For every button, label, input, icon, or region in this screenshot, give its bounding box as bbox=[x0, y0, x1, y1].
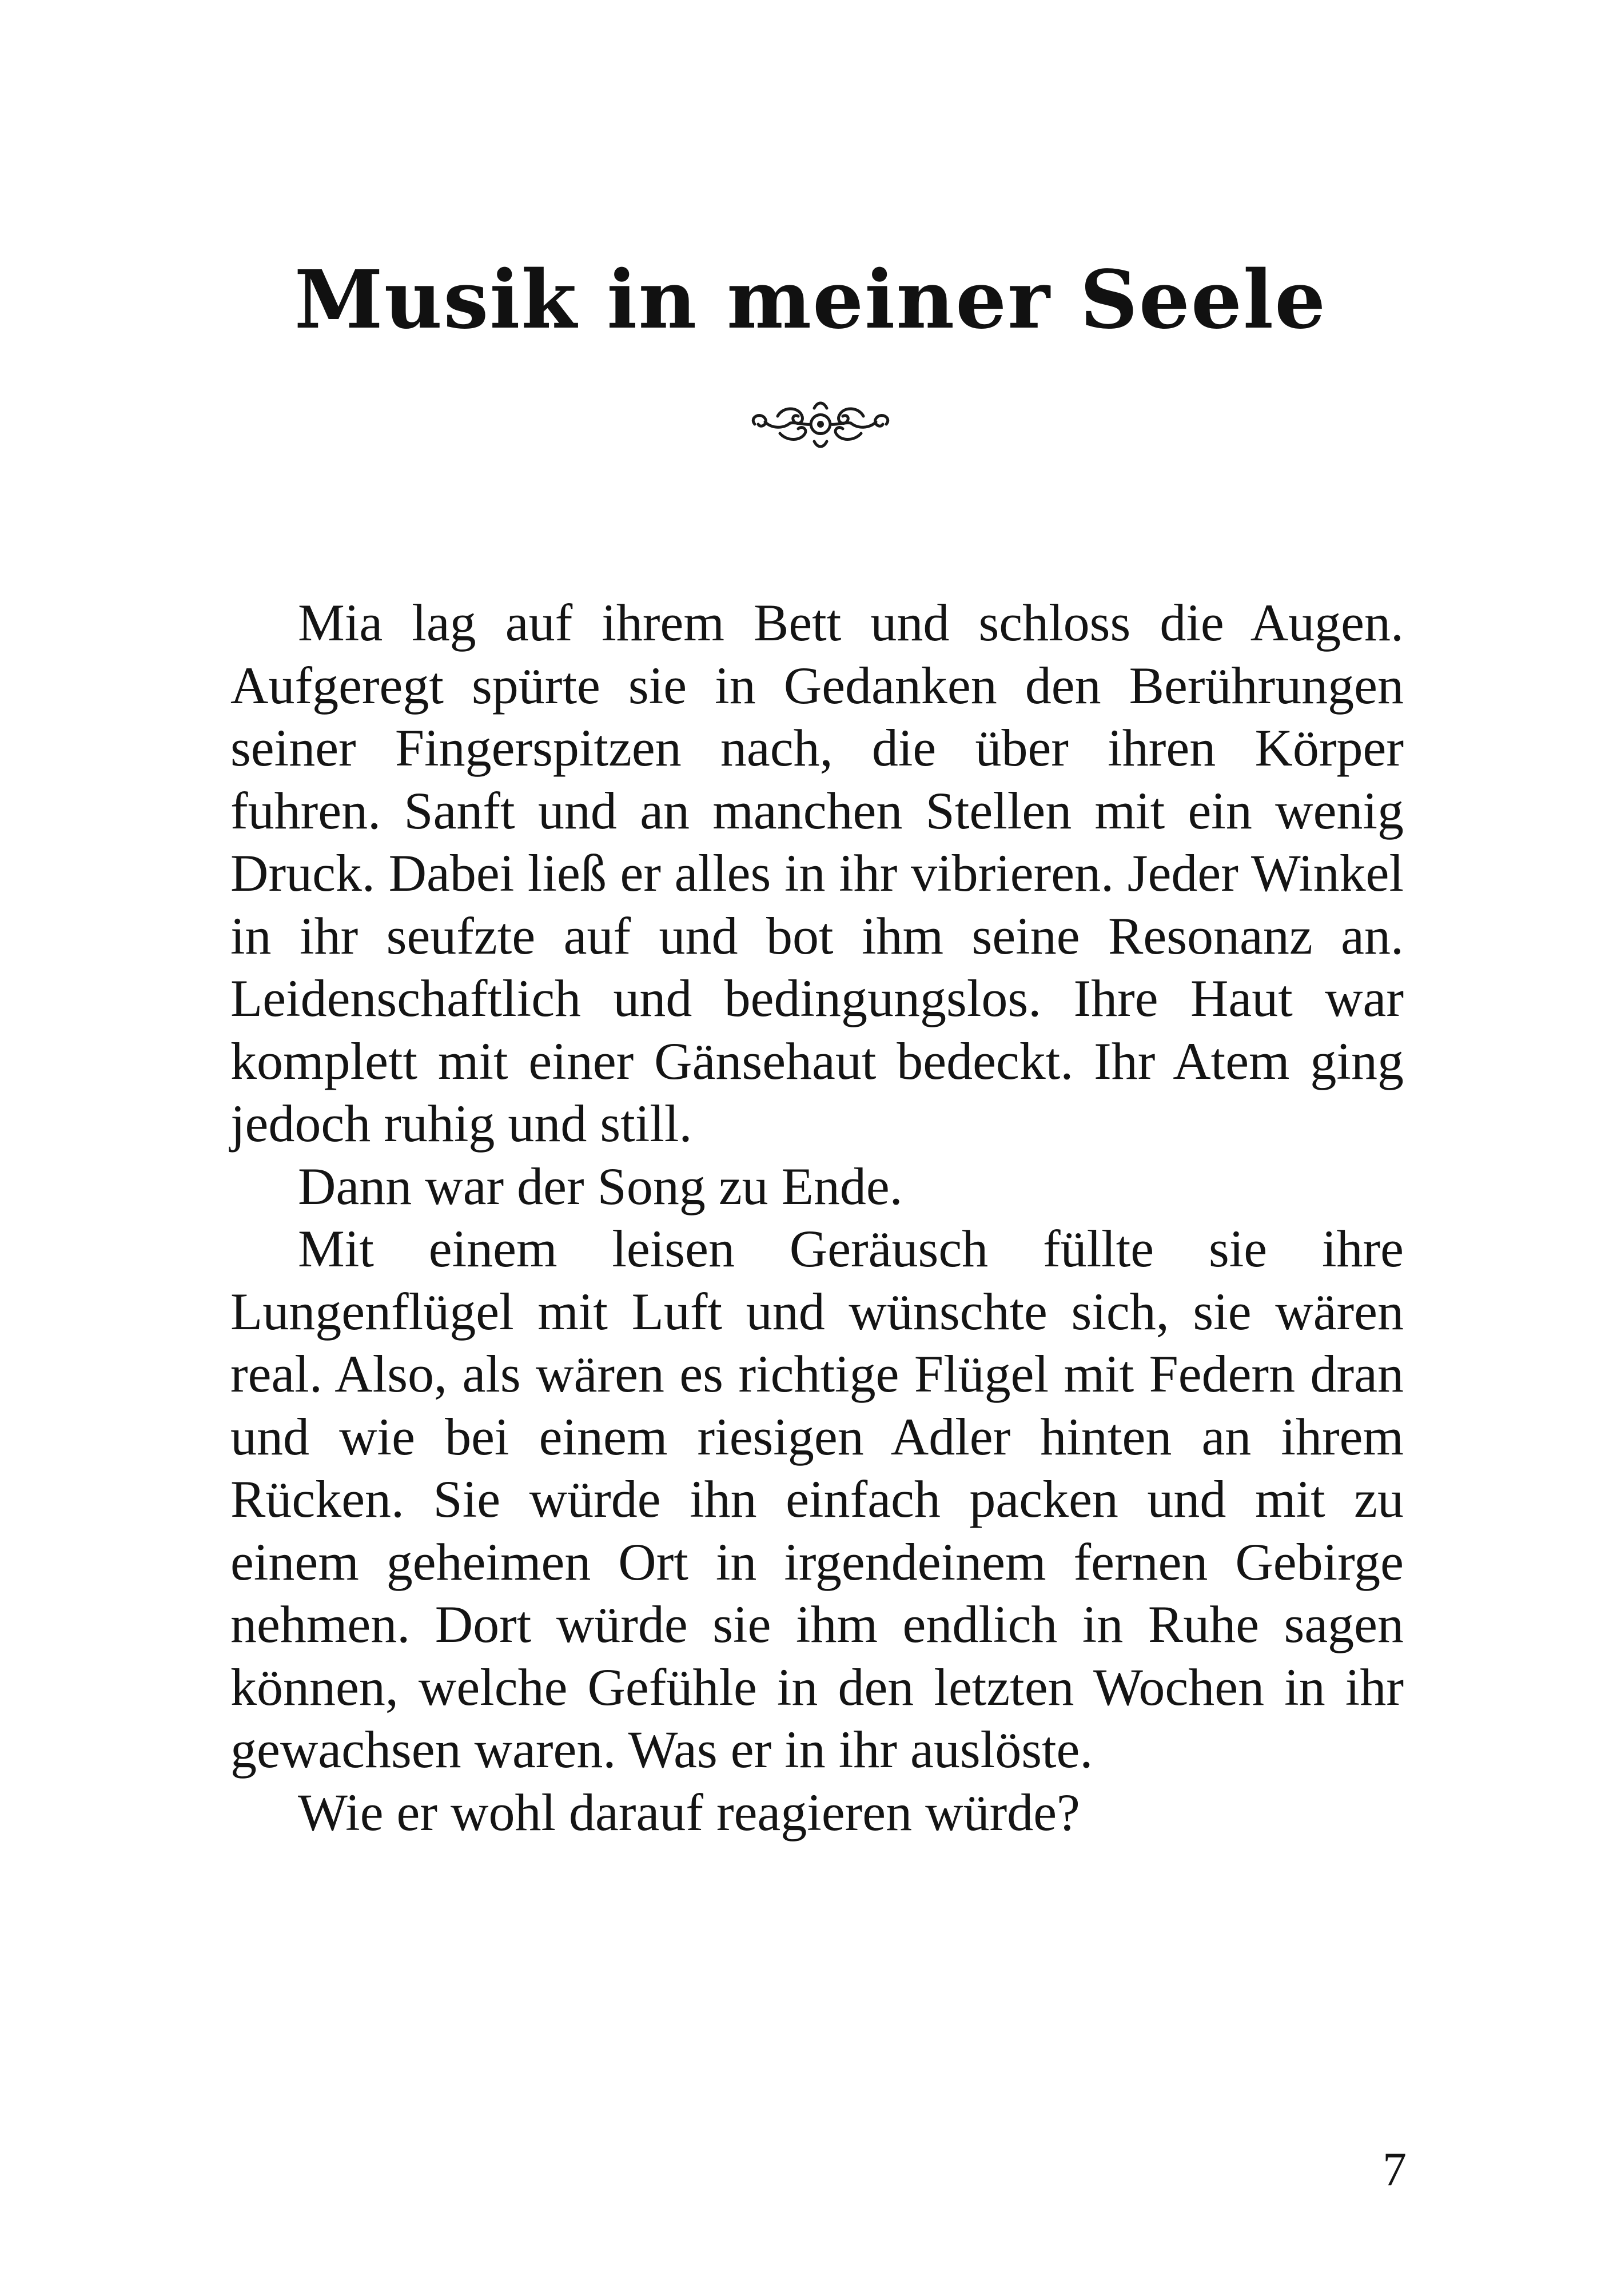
paragraph: Dann war der Song zu Ende. bbox=[298, 1157, 903, 1215]
paragraph: Wie er wohl darauf reagieren würde? bbox=[298, 1783, 1080, 1841]
chapter-title: Musik in meiner Seele bbox=[294, 253, 1327, 347]
paragraph: Mia lag auf ihrem Bett und schloss die Augen. Aufgeregt spürte sie in Gedanken den Berührungen seiner Fingerspitzen nach, die über ihren Körper fuhren. Sanft und an manchen Stellen mit ein wenig Druck. Dabei ließ er alles in ihr vibrieren. Jeder Winkel in ihr seufzte auf und bot ihm seine Resonanz an. Leidenschaftlich und bedingungslos. Ihre Haut war komplett mit einer Gänsehaut bedeckt. Ihr Atem ging jedoch ruhig und still. bbox=[230, 593, 1404, 1153]
chapter-body-text bbox=[230, 592, 1404, 1844]
scroll-flourish-icon bbox=[738, 389, 903, 457]
page-number: 7 bbox=[1383, 2143, 1407, 2196]
paragraph: Mit einem leisen Geräusch füllte sie ihre Lungenflügel mit Luft und wünschte sich, sie wären real. Also, als wären es richtige Flügel mit Federn dran und wie bei einem riesigen Adler hinten an ihrem Rücken. Sie würde ihn einfach packen und mit zu einem geheimen Ort in irgendeinem fernen Gebirge nehmen. Dort würde sie ihm endlich in Ruhe sagen können, welche Gefühle in den letzten Wochen in ihr gewachsen waren. Was er in ihr auslöste. bbox=[230, 1219, 1404, 1779]
